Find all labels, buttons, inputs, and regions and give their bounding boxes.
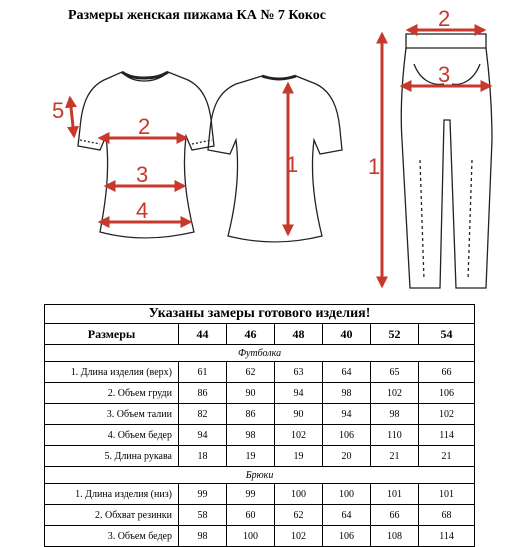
- measurement-value: 101: [371, 484, 419, 505]
- table-row: [45, 362, 475, 383]
- measurement-value: 62: [227, 362, 275, 383]
- label-sleeve: 5: [52, 98, 65, 123]
- arrow-sleeve: [70, 98, 74, 136]
- measurement-label: 1. Длина изделия (низ): [45, 484, 179, 505]
- label-waist: 3: [136, 162, 149, 187]
- measurement-value: 102: [419, 404, 475, 425]
- measurement-value: 86: [227, 404, 275, 425]
- measurement-label: 1. Длина изделия (верх): [45, 362, 179, 383]
- measurement-label: 2. Объем груди: [45, 383, 179, 404]
- size-header: Размеры: [45, 324, 179, 345]
- measurement-value: 102: [275, 425, 323, 446]
- table-caption: Указаны замеры готового изделия!: [45, 305, 475, 324]
- measurement-value: 94: [323, 404, 371, 425]
- measurement-value: 60: [227, 505, 275, 526]
- measurement-value: 66: [419, 362, 475, 383]
- measurement-value: 86: [179, 383, 227, 404]
- table-row: [45, 404, 475, 425]
- measurement-value: 99: [227, 484, 275, 505]
- size-col-header: 44: [179, 324, 227, 345]
- label-waistband: 2: [438, 6, 451, 31]
- measurement-value: 110: [371, 425, 419, 446]
- table-header-row: [45, 324, 475, 345]
- measurement-value: 98: [371, 404, 419, 425]
- measurement-value: 114: [419, 425, 475, 446]
- measurement-value: 106: [323, 526, 371, 547]
- measurement-value: 98: [227, 425, 275, 446]
- measurement-value: 102: [275, 526, 323, 547]
- measurement-value: 82: [179, 404, 227, 425]
- measurement-value: 106: [419, 383, 475, 404]
- measurement-value: 101: [419, 484, 475, 505]
- measurement-value: 114: [419, 526, 475, 547]
- label-top-length: 1: [286, 152, 299, 177]
- measurement-value: 18: [179, 446, 227, 467]
- measurement-value: 19: [227, 446, 275, 467]
- measurement-label: 4. Объем бедер: [45, 425, 179, 446]
- measurement-value: 98: [323, 383, 371, 404]
- measurement-value: 58: [179, 505, 227, 526]
- measurement-value: 98: [179, 526, 227, 547]
- measurement-value: 61: [179, 362, 227, 383]
- measurement-value: 108: [371, 526, 419, 547]
- measurement-value: 106: [323, 425, 371, 446]
- measurement-label: 5. Длина рукава: [45, 446, 179, 467]
- measurement-value: 62: [275, 505, 323, 526]
- page-title: Размеры женская пижама КА № 7 Кокос: [68, 8, 326, 23]
- measurement-value: 90: [227, 383, 275, 404]
- table-row: [45, 383, 475, 404]
- tshirt-back-drawing: [208, 76, 342, 242]
- section-title: Футболка: [45, 345, 475, 362]
- measurement-label: 3. Объем бедер: [45, 526, 179, 547]
- table-row: [45, 446, 475, 467]
- measurement-value: 65: [371, 362, 419, 383]
- measurement-value: 90: [275, 404, 323, 425]
- table-row: [45, 425, 475, 446]
- measurement-value: 66: [371, 505, 419, 526]
- measurement-value: 63: [275, 362, 323, 383]
- label-hips: 4: [136, 198, 149, 223]
- size-col-header: 48: [275, 324, 323, 345]
- label-pants-length: 1: [368, 154, 381, 179]
- section-row: [45, 467, 475, 484]
- measurement-value: 94: [275, 383, 323, 404]
- measurement-value: 94: [179, 425, 227, 446]
- measurement-label: 3. Объем талии: [45, 404, 179, 425]
- measurement-label: 2. Обхват резинки: [45, 505, 179, 526]
- measurement-value: 21: [371, 446, 419, 467]
- measurement-arrows: [70, 30, 490, 286]
- measurement-value: 100: [227, 526, 275, 547]
- measurement-value: 100: [323, 484, 371, 505]
- measurement-value: 68: [419, 505, 475, 526]
- measurement-value: 99: [179, 484, 227, 505]
- measurement-value: 19: [275, 446, 323, 467]
- measurement-value: 100: [275, 484, 323, 505]
- measurement-value: 102: [371, 383, 419, 404]
- table-row: [45, 484, 475, 505]
- measurement-value: 21: [419, 446, 475, 467]
- table-row: [45, 505, 475, 526]
- size-table: [44, 304, 475, 547]
- measurement-value: 20: [323, 446, 371, 467]
- section-title: Брюки: [45, 467, 475, 484]
- table-caption-row: [45, 305, 475, 324]
- table-row: [45, 526, 475, 547]
- section-row: [45, 345, 475, 362]
- size-col-header: 52: [371, 324, 419, 345]
- measurement-value: 64: [323, 362, 371, 383]
- measurement-value: 64: [323, 505, 371, 526]
- size-col-header: 46: [227, 324, 275, 345]
- size-col-header: 40: [323, 324, 371, 345]
- size-col-header: 54: [419, 324, 475, 345]
- label-pants-hips: 3: [438, 62, 451, 87]
- label-chest: 2: [138, 114, 151, 139]
